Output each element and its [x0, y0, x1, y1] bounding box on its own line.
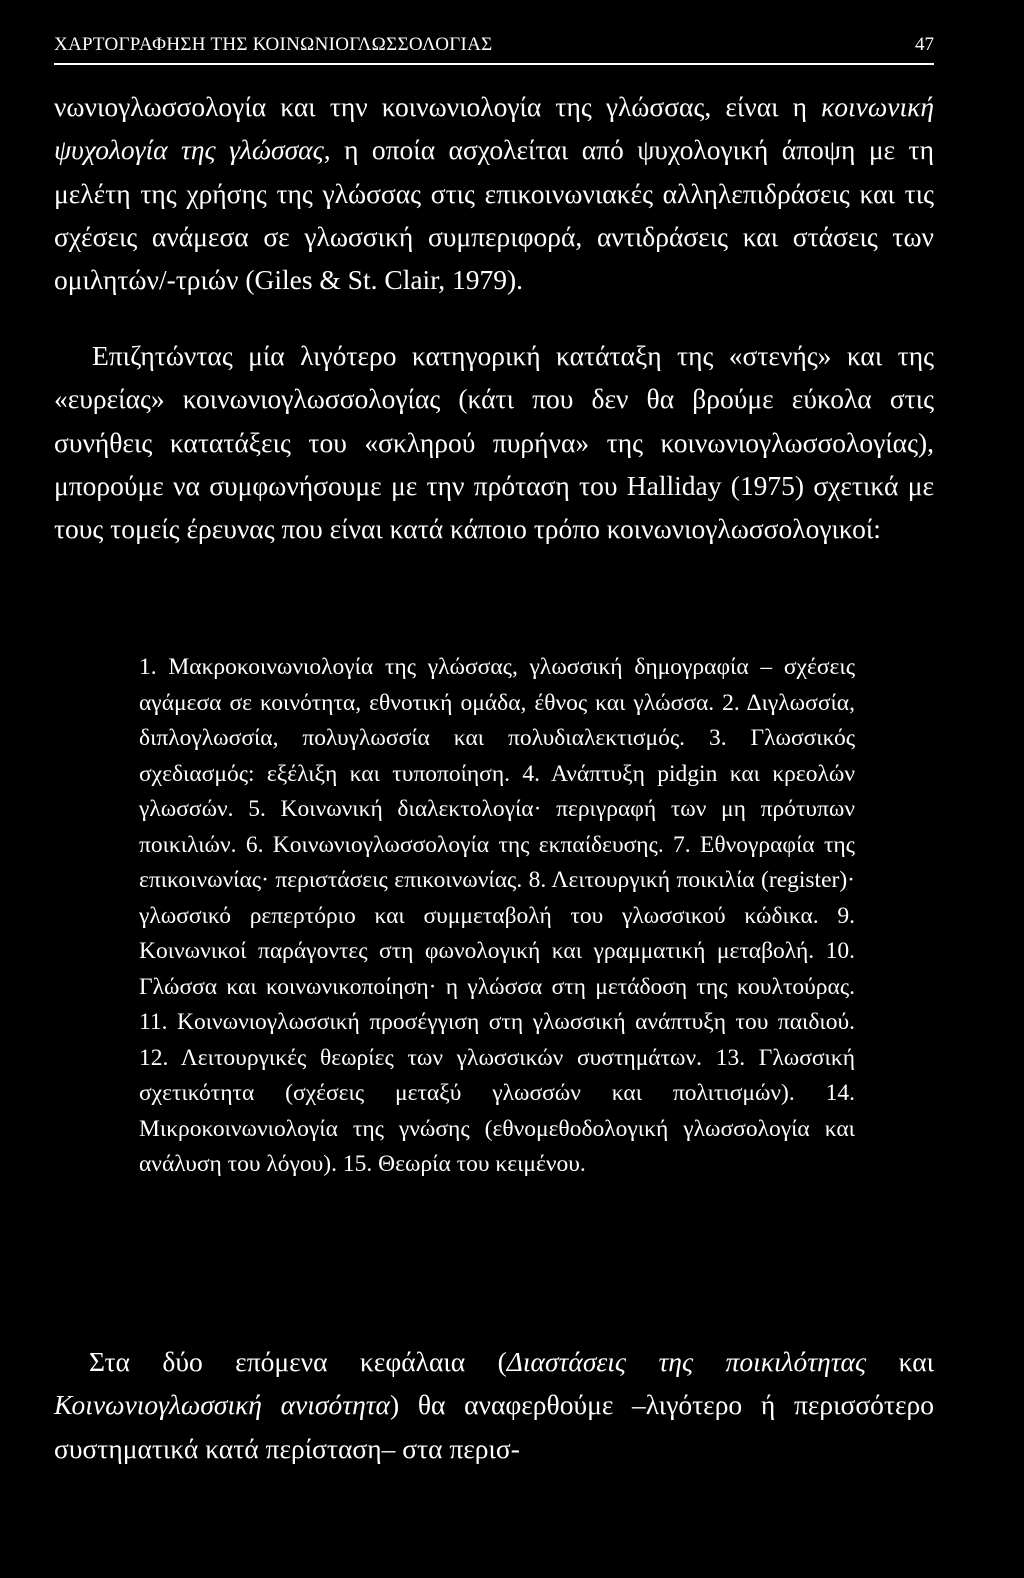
paragraph-3-text-b: και	[866, 1346, 935, 1377]
paragraph-1-italic: κοινωνική ψυχολογία της γλώσσας	[54, 91, 934, 166]
page-number: 47	[915, 34, 934, 55]
paragraph-3-italic-a: Διαστάσεις της ποικιλότητας	[506, 1346, 867, 1377]
running-header	[54, 33, 934, 65]
research-areas-list-text: 1. Μακροκοινωνιολογία της γλώσσας, γλωσσική δημογραφία – σχέσεις αγάμεσα σε κοινότητα, εθνοτική ομάδα, έθνος και γλώσσα. 2. Διγλωσσία, διπλογλωσσία, πολυγλωσσία και πολυδιαλεκτισμός. 3. Γλωσσικός σχεδιασμός: εξέλιξη και τυποποίηση. 4. Ανάπτυξη pidgin και κρεολών γλωσσών. 5. Κοινωνική διαλεκτολογία· περιγραφή των μη πρότυπων ποικιλιών. 6. Κοινωνιογλωσσολογία της εκπαίδευσης. 7. Εθνογραφία της επικοινωνίας· περιστάσεις επικοινωνίας. 8. Λειτουργική ποικιλία (register)· γλωσσικό ρεπερτόριο και συμμεταβολή του γλωσσικού κώδικα. 9. Κοινωνικοί παράγοντες στη φωνολογική και γραμματική μεταβολή. 10. Γλώσσα και κοινωνικοποίηση· η γλώσσα στη μετάδοση της κουλτούρας. 11. Κοινωνιογλωσσική προσέγγιση στη γλωσσική ανάπτυξη του παιδιού. 12. Λειτουργικές θεωρίες των γλωσσικών συστημάτων. 13. Γλωσσική σχετικότητα (σχέσεις μεταξύ γλωσσών και πολιτισμών). 14. Μικροκοινωνιολογία της γνώσης (εθνομεθοδολογική γλωσσολογία και ανάλυση του λόγου). 15. Θεωρία του κειμένου.	[139, 654, 855, 1177]
paragraph-3	[54, 1340, 934, 1470]
paragraph-3-text-c: ) θα αναφερθούμε –λιγότερο ή περισσότερο συστηματικά κατά περίσταση– στα περισ-	[54, 1389, 934, 1464]
research-areas-list	[139, 650, 855, 1183]
paragraph-1-text-a: νωνιογλωσσολογία και την κοινωνιολογία της γλώσσας, είναι η	[54, 91, 822, 122]
paragraph-3-text-a: Στα δύο επόμενα κεφάλαια (	[89, 1346, 507, 1377]
running-header-title: ΧΑΡΤΟΓΡΑΦΗΣΗ ΤΗΣ ΚΟΙΝΩΝΙΟΓΛΩΣΣΟΛΟΓΙΑΣ	[54, 34, 493, 55]
paragraph-2	[54, 334, 934, 550]
paragraph-1	[54, 85, 934, 301]
paragraph-1-text-b: , η οποία ασχολείται από ψυχολογική άποψη με τη μελέτη της χρήσης της γλώσσας στις επικοινωνιακές αλληλεπιδράσεις και τις σχέσεις ανάμεσα σε γλωσσική συμπεριφορά, αντιδράσεις και στάσεις των ομιλητών/-τριών (Giles & St. Clair, 1979).	[54, 134, 934, 296]
paragraph-3-italic-b: Κοινωνιογλωσσική ανισότητα	[54, 1389, 390, 1421]
paragraph-2-text: Επιζητώντας μία λιγότερο κατηγορική κατάταξη της «στενής» και της «ευρείας» κοινωνιογλωσσολογίας (κάτι που δεν θα βρούμε εύκολα στις συνήθεις κατατάξεις του «σκληρού πυρήνα» της κοινωνιογλωσσολογίας), μπορούμε να συμφωνήσουμε με την πρόταση του Halliday (1975) σχετικά με τους τομείς έρευνας που είναι κατά κάποιο τρόπο κοινωνιογλωσσολογικοί:	[54, 340, 934, 545]
